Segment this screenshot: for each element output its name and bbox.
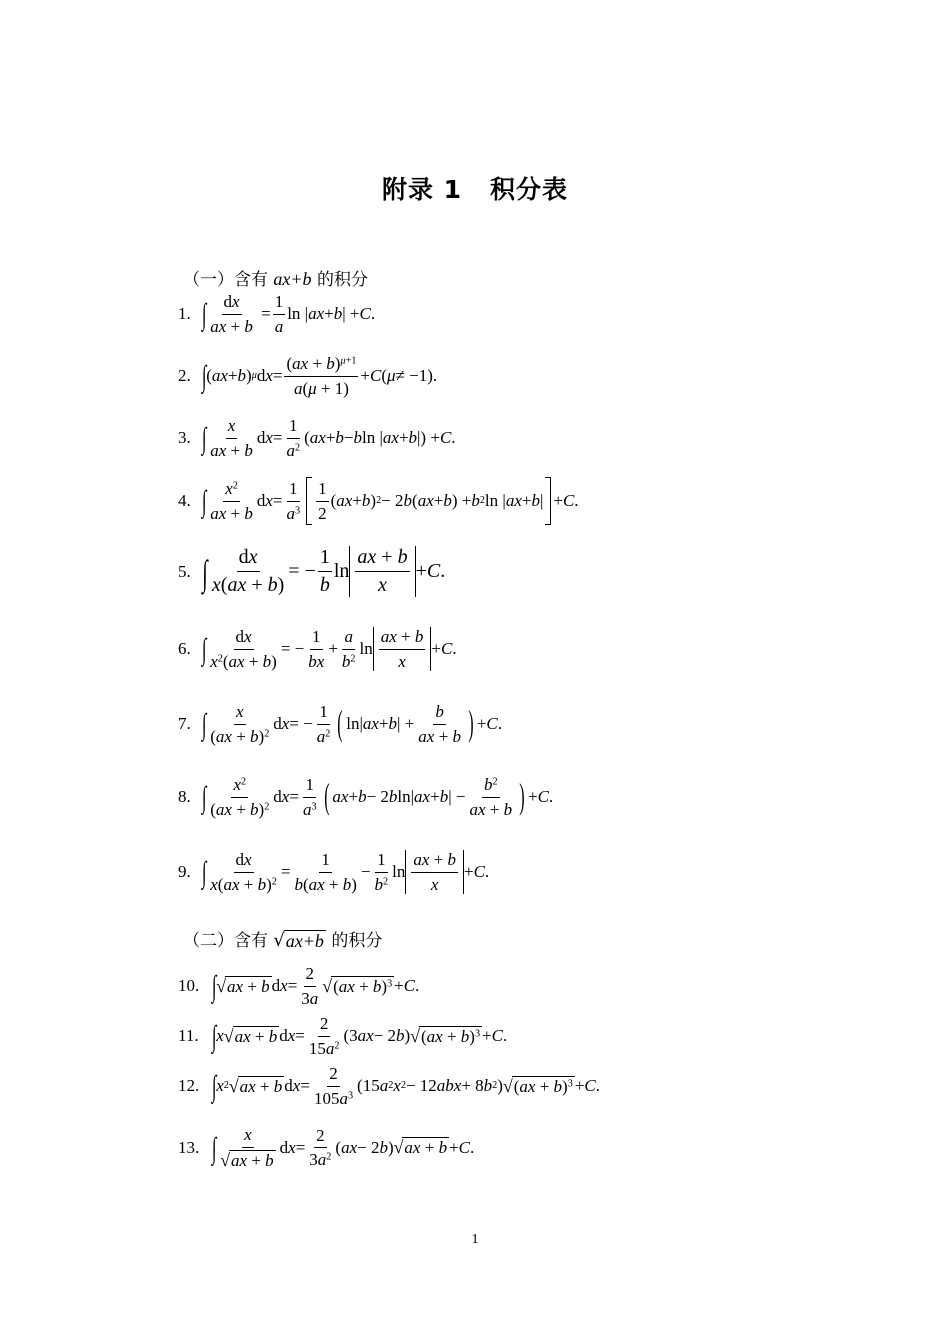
formula-6: 6. ∫ $\frac{dx}{x^2(ax + b)}$ = − $\frac{1}{bx}$ + $\frac{a}{b^2}$ ln $\frac{ax + b}{x}$ + C . (178, 627, 457, 671)
page-title: 附录 1 积分表 (381, 175, 569, 204)
formula-7: 7. ∫ $\frac{x}{(ax + b)^2}$ d x = − $\frac{1}{a^2}$ ( ln| ax + b | + $\frac{b}{ax + b}$ ) + C . (178, 702, 503, 746)
section-heading-1: （一）含有 ax+b 的积分 (183, 269, 368, 290)
formula-3: 3. ∫ $\frac{x}{ax + b}$ d x = $\frac{1}{a^2}$ ( ax + b − b ln | ax + b |) + C . (178, 416, 456, 460)
formula-1: 1. ∫ $\frac{dx}{ax + b}$ = $\frac{1}{a}$ ln | ax + b | + C . (178, 292, 376, 336)
formula-8: 8. ∫ $\frac{x^2}{(ax + b)^2}$ d x = $\frac{1}{a^3}$ ( ax + b − 2 b ln| ax + b | − $\frac{b^2}{ax + b}$ ) + C . (178, 775, 554, 819)
formula-5: 5. ∫ $\frac{dx}{x(ax + b)}$ = − $\frac{1}{b}$ ln $\frac{ax + b}{x}$ + C . (178, 546, 446, 596)
formula-9: 9. ∫ $\frac{dx}{x(ax + b)^2}$ = $\frac{1}{b(ax + b)}$ − $\frac{1}{b^2}$ ln $\frac{ax + b}{x}$ + C . (178, 850, 490, 894)
formula-2: 2. ∫ ( ax + b ) μ d x = $\frac{(ax + b)^{\mu+1}}{a(\mu + 1)}$ + C ( μ ≠ −1). (178, 354, 438, 398)
formula-12: 12. ∫ x 2 √ ax + b d x = $\frac{2}{105a^3}$ (15 a 2 x 2 − 12 abx + 8 b 2 ) √ (ax + b)$^3$ + C . (178, 1064, 600, 1108)
formula-11: 11. ∫ x √ ax + b d x = $\frac{2}{15a^2}$ (3 ax − 2 b ) √ (ax + b)$^3$ + C . (178, 1014, 508, 1058)
formula-4: 4. ∫ $\frac{x^2}{ax + b}$ d x = $\frac{1}{a^3}$ $\frac{1}{2}$ ( ax + b ) 2 − 2 b ( ax + b ) + b 2 ln | ax + b | + C . (178, 477, 579, 525)
page-number: 1 (471, 1232, 479, 1247)
formula-13: 13. ∫ x √ ax + b d x = $\frac{2}{3a^2}$ ( ax − 2 b ) √ ax + b + C . (178, 1125, 475, 1170)
formula-10: 10. ∫ √ ax + b d x = $\frac{2}{3a}$ √ (ax + b)$^3$ + C . (178, 964, 420, 1008)
section-heading-2: （二）含有 √ ax+b 的积分 (183, 930, 383, 951)
